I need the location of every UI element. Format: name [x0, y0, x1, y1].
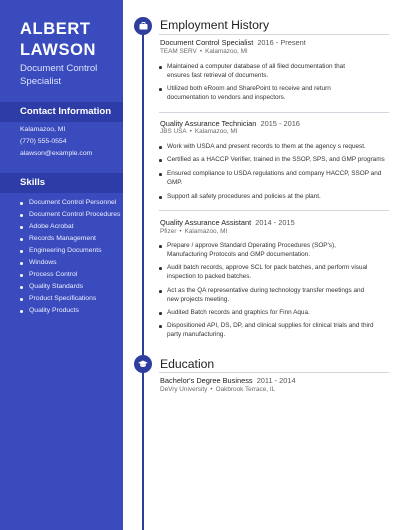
job-bullets — [167, 156, 389, 165]
sidebar — [0, 0, 123, 530]
job-bullet: Audited Batch records and graphics for Finn Aqua. — [167, 309, 389, 318]
skill-item: Engineering Documents — [20, 245, 120, 257]
job-location: Kalamazoo, MI — [184, 228, 228, 235]
education-heading: Education — [160, 357, 215, 371]
job-location: Kalamazoo, MI — [205, 48, 248, 55]
job-dates: 2016 - Present — [257, 38, 306, 47]
job-bullets — [167, 143, 389, 152]
job-title: Document Control Specialist — [160, 38, 254, 47]
job-bullet: Utilized both eRoom and SharePoint to receive and return documentation to vendors and inspectors. — [167, 85, 389, 103]
job-bullet: Work with USDA and present records to them at the agency s request. — [167, 143, 389, 152]
school-location: Oakbrook Terrace, IL — [215, 386, 276, 393]
school-name: DeVry University — [160, 386, 208, 393]
skill-item: Adobe Acrobat — [20, 221, 120, 233]
employment-heading: Employment History — [160, 18, 270, 32]
job-bullets — [167, 193, 389, 202]
section-divider — [159, 34, 389, 35]
job-role — [20, 63, 120, 88]
job-divider — [159, 112, 389, 113]
first-name: ALBERT — [20, 20, 91, 38]
contact-phone[interactable]: (770) 555-0554 — [20, 138, 67, 145]
skill-item: Quality Products — [20, 305, 120, 317]
contact-email[interactable]: alawson@example.com — [20, 150, 93, 157]
job-company: TEAM SERV — [160, 48, 197, 55]
job-bullet: Audit batch records, approve SCL for pack batches, and perform visual inspection to packed batches. — [167, 264, 389, 282]
skill-item: Records Management — [20, 233, 120, 245]
graduation-cap-icon — [134, 355, 152, 373]
skills-heading: Skills — [0, 173, 123, 193]
section-divider — [159, 372, 389, 373]
skill-item: Product Specifications — [20, 293, 120, 305]
job-company-line: Pfizer • Kalamazoo, MI — [160, 228, 228, 235]
job-company-line: JBS USA • Kalamazoo, MI — [160, 128, 238, 135]
timeline-line — [142, 26, 144, 530]
degree-line — [160, 376, 296, 385]
contact-heading: Contact Information — [0, 102, 123, 122]
job-bullets — [167, 287, 389, 305]
job-bullet: Support all safety procedures and policies at the plant. — [167, 193, 389, 202]
job-bullet: Prepare / approve Standard Operating Procedures (SOP's), Manufacturing Protocols and GMP documentation. — [167, 242, 389, 260]
job-title: Quality Assurance Assistant — [160, 218, 252, 227]
degree-title: Bachelor's Degree Business — [160, 376, 253, 385]
role-line: Specialist — [20, 75, 62, 87]
job-bullets — [167, 85, 389, 103]
role-line: Document Control — [20, 63, 98, 74]
skill-item: Document Control Personnel — [20, 197, 120, 209]
skill-item: Document Control Procedures — [20, 209, 120, 221]
job-dates: 2014 - 2015 — [255, 218, 295, 227]
job-company-line: TEAM SERV • Kalamazoo, MI — [160, 48, 248, 55]
job-title-line — [160, 218, 295, 227]
job-bullet: Ensured compliance to USDA regulations and company HACCP, SSOP and GMP. — [167, 170, 389, 188]
job-divider — [159, 210, 389, 211]
job-bullet: Maintained a computer database of all filed documentation that ensures fast retrieval of documents. — [167, 63, 389, 81]
job-bullets — [167, 242, 389, 260]
skill-item: Quality Standards — [20, 281, 120, 293]
job-location: Kalamazoo, MI — [194, 128, 238, 135]
job-bullet: Certified as a HACCP Verifier, trained in the SSOP, SPS, and GMP programs — [167, 156, 389, 165]
job-dates: 2015 - 2016 — [260, 119, 300, 128]
last-name: LAWSON — [20, 41, 97, 59]
job-company: Pfizer — [160, 228, 177, 235]
skill-item: Process Control — [20, 269, 120, 281]
skill-item: Windows — [20, 257, 120, 269]
job-bullets — [167, 170, 389, 188]
skills-list — [20, 197, 120, 317]
job-company: JBS USA — [160, 128, 187, 135]
job-bullet: Act as the QA representative during technology transfer meetings and new projects meeting. — [167, 287, 389, 305]
briefcase-icon — [134, 17, 152, 35]
school-line: DeVry University • Oakbrook Terrace, IL — [160, 386, 276, 393]
degree-dates: 2011 - 2014 — [256, 376, 296, 385]
candidate-name — [20, 19, 120, 61]
job-title-line — [160, 119, 300, 128]
job-bullets — [167, 63, 389, 81]
job-bullets — [167, 264, 389, 282]
contact-location: Kalamazoo, MI — [20, 126, 66, 133]
job-bullets — [167, 309, 389, 318]
job-title: Quality Assurance Technician — [160, 119, 257, 128]
job-bullet: Dispositioned API, DS, DP, and clinical supplies for clinical trials and third party manufacturing. — [167, 322, 389, 340]
job-title-line — [160, 38, 306, 47]
job-bullets — [167, 322, 389, 340]
